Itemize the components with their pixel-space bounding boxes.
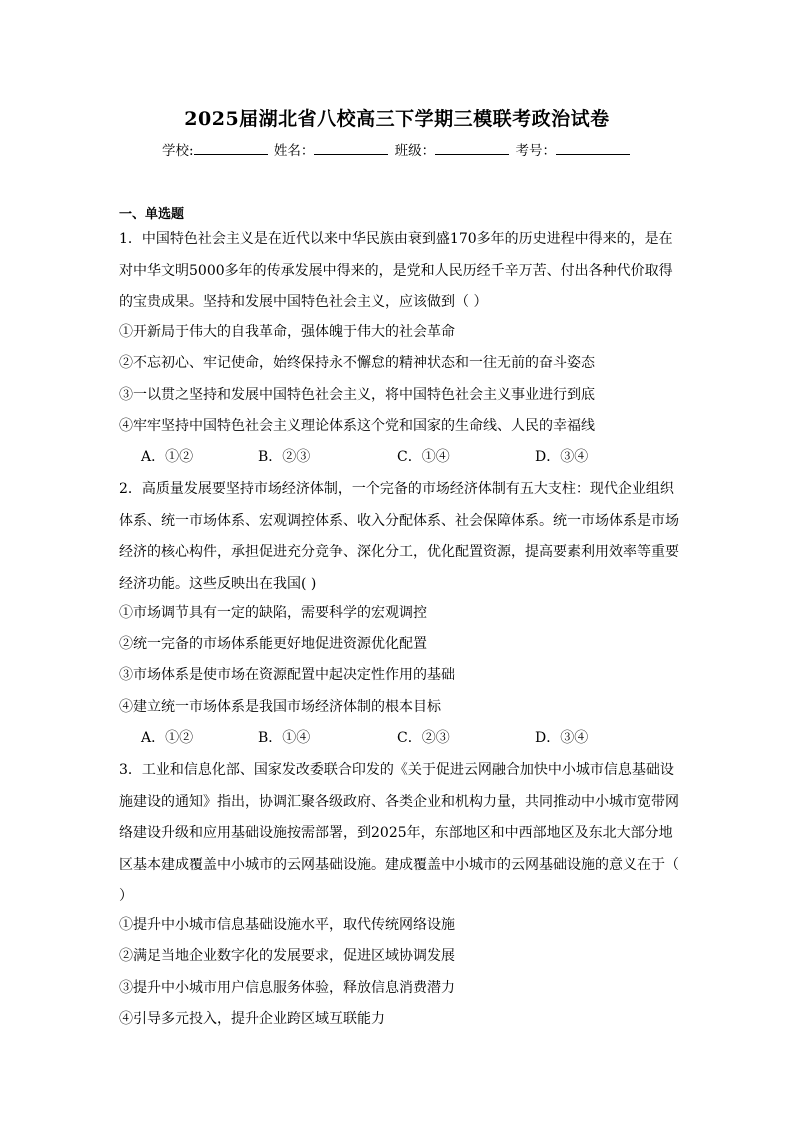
question-1-choice-c[interactable]: C．①④: [397, 449, 450, 465]
question-1-choice-b[interactable]: B．②③: [258, 449, 311, 465]
question-3-statement-1: ①提升中小城市信息基础设施水平，取代传统网络设施: [119, 917, 455, 933]
question-2-stem: 2．高质量发展要坚持市场经济体制，一个完备的市场经济体制有五大支柱：现代企业组织体系、统一市场体系、宏观调控体系、收入分配体系、社会保障体系。统一市场体系是市场经济的核心构件，承担促进充分竞争、深化分工，优化配置资源，提高要素利用效率等重要经济功能。这些反映出在我国( ): [119, 481, 679, 592]
question-1-choice-a[interactable]: A．①②: [141, 449, 194, 465]
question-2-choice-c[interactable]: C．②③: [397, 730, 450, 746]
question-1-statement-3: ③一以贯之坚持和发展中国特色社会主义，将中国特色社会主义事业进行到底: [119, 387, 595, 403]
question-1-stem: 1．中国特色社会主义是在近代以来中华民族由衰到盛170多年的历史进程中得来的，是在对中华文明5000多年的传承发展中得来的，是党和人民历经千辛万苦、付出各种代价取得的宝贵成果。坚持和发展中国特色社会主义，应该做到（ ）: [119, 231, 673, 310]
class-label: 班级：: [394, 143, 436, 159]
exam-title: 2025届湖北省八校高三下学期三模联考政治试卷: [184, 108, 610, 130]
question-3-stem: 3．工业和信息化部、国家发改委联合印发的《关于促进云网融合加快中小城市信息基础设施建设的通知》指出，协调汇聚各级政府、各类企业和机构力量，共同推动中小城市宽带网络建设升级和应用基础设施按需部署，到2025年，东部地区和中西部地区及东北大部分地区基本建成覆盖中小城市的云网基础设施。建成覆盖中小城市的云网基础设施的意义在于（ ）: [119, 762, 679, 904]
class-blank: [435, 142, 509, 155]
question-3-statement-3: ③提升中小城市用户信息服务体验，释放信息消费潜力: [119, 980, 455, 996]
section-title: 一、单选题: [119, 207, 185, 222]
question-1-choice-d[interactable]: D．③④: [535, 449, 589, 465]
question-2-choice-b[interactable]: B．①④: [258, 730, 311, 746]
exam-number-blank: [556, 142, 630, 155]
name-blank: [314, 142, 388, 155]
question-3-statement-4: ④引导多元投入，提升企业跨区域互联能力: [119, 1011, 385, 1027]
student-info-line: [0, 139, 794, 159]
name-label: 姓名：: [273, 143, 315, 159]
question-2-statement-1: ①市场调节具有一定的缺陷，需要科学的宏观调控: [119, 605, 427, 621]
school-label: 学校:: [162, 143, 194, 159]
question-1-statement-1: ①开新局于伟大的自我革命，强体魄于伟大的社会革命: [119, 324, 455, 340]
question-1-statement-2: ②不忘初心、牢记使命，始终保持永不懈怠的精神状态和一往无前的奋斗姿态: [119, 355, 595, 371]
question-2-statement-3: ③市场体系是使市场在资源配置中起决定性作用的基础: [119, 667, 455, 683]
school-blank: [194, 142, 268, 155]
question-2-choice-a[interactable]: A．①②: [141, 730, 194, 746]
question-2-statement-2: ②统一完备的市场体系能更好地促进资源优化配置: [119, 636, 427, 652]
question-2-choice-d[interactable]: D．③④: [535, 730, 589, 746]
question-2-statement-4: ④建立统一市场体系是我国市场经济体制的根本目标: [119, 699, 441, 715]
question-1-statement-4: ④牢牢坚持中国特色社会主义理论体系这个党和国家的生命线、人民的幸福线: [119, 418, 595, 434]
question-3-statement-2: ②满足当地企业数字化的发展要求，促进区域协调发展: [119, 948, 455, 964]
exam-number-label: 考号：: [515, 143, 556, 159]
